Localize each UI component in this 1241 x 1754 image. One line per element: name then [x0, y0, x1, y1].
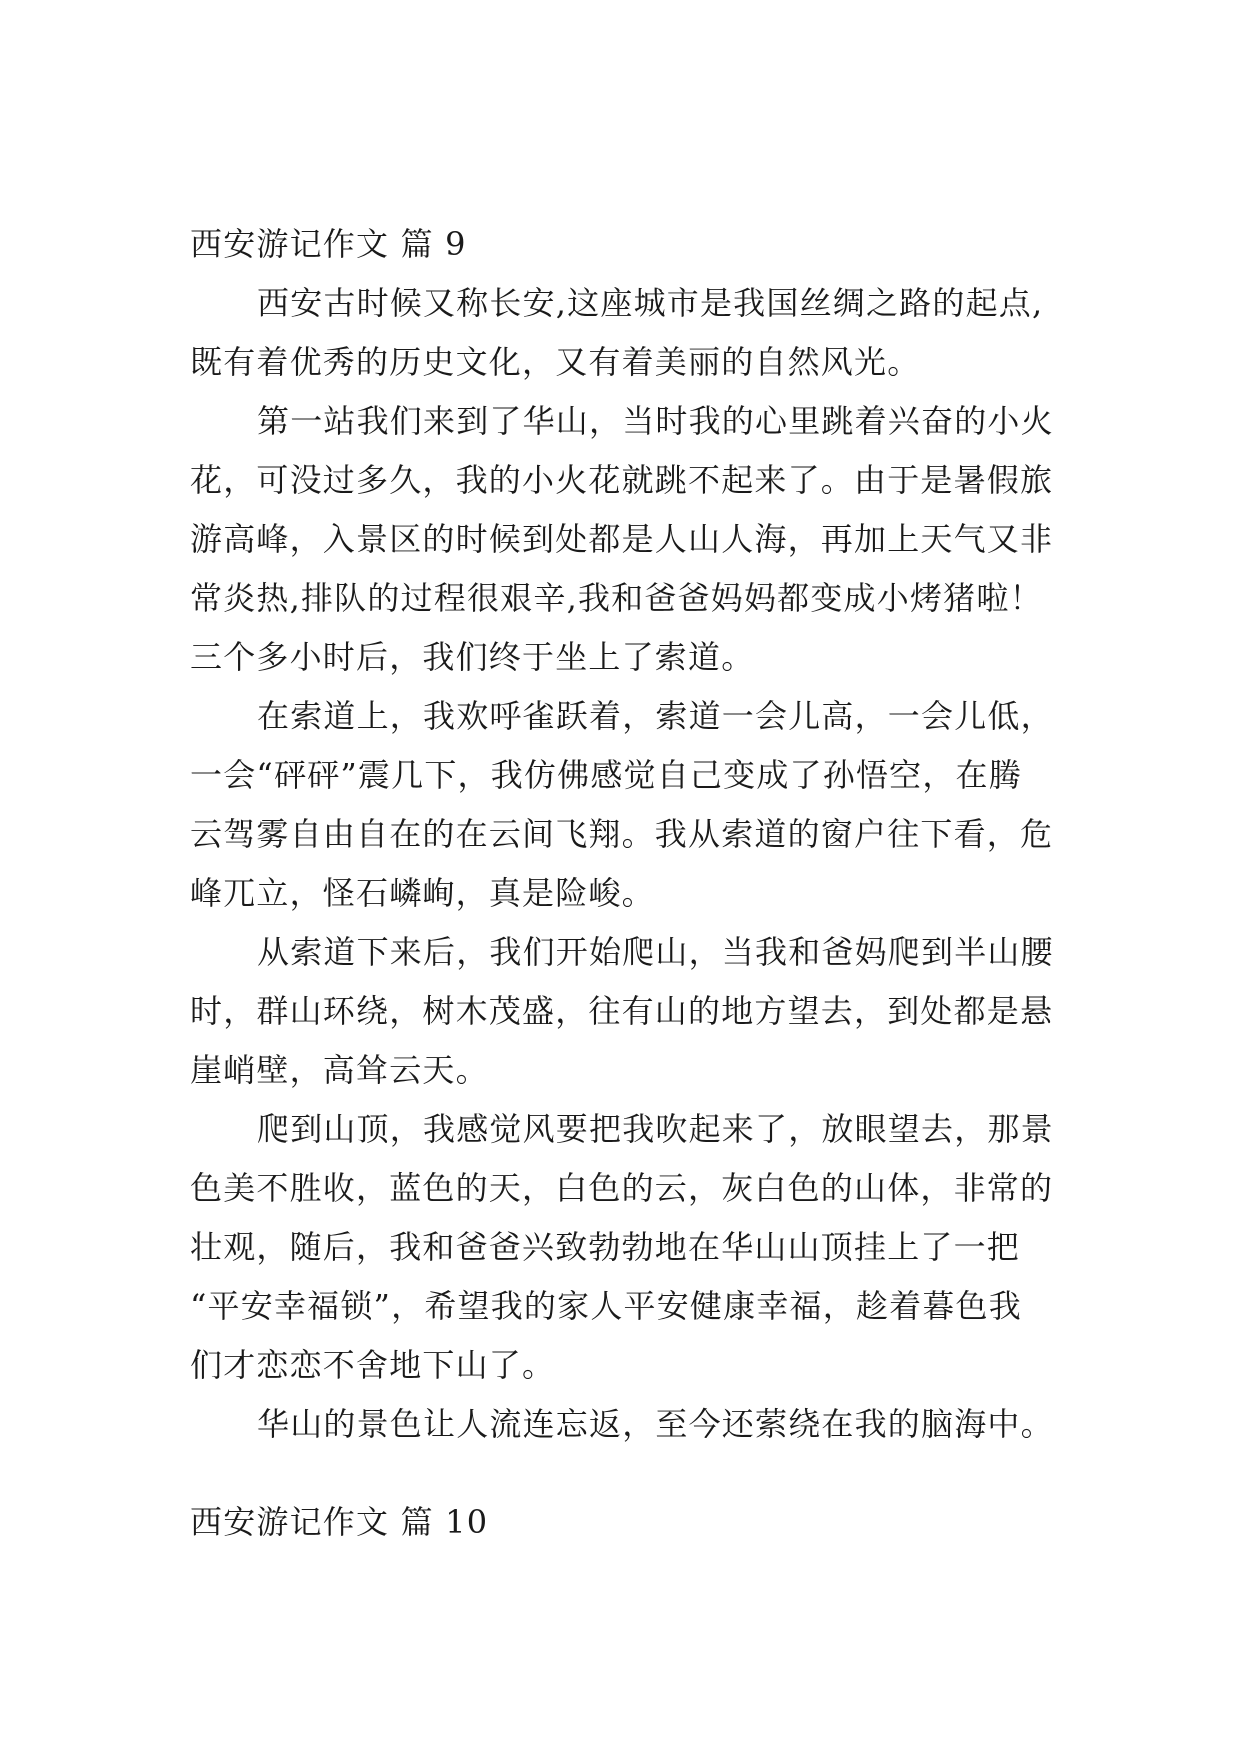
section-heading-9: 西安游记作文 篇 9: [190, 225, 467, 263]
paragraph-line: 三个多小时后，我们终于坐上了索道。: [190, 638, 755, 676]
paragraph-line: 既有着优秀的历史文化，又有着美丽的自然风光。: [190, 343, 921, 381]
paragraph-line: 一会“砰砰”震几下，我仿佛感觉自己变成了孙悟空，在腾: [190, 756, 1022, 794]
paragraph-line: 华山的景色让人流连忘返，至今还萦绕在我的脑海中。: [257, 1405, 1054, 1443]
paragraph-line: 壮观，随后，我和爸爸兴致勃勃地在华山山顶挂上了一把: [190, 1228, 1021, 1266]
paragraph-line: 西安古时候又称长安,这座城市是我国丝绸之路的起点,: [257, 284, 1044, 322]
paragraph-line: 云驾雾自由自在的在云间飞翔。我从索道的窗户往下看，危: [190, 815, 1054, 853]
paragraph-line: 峰兀立，怪石嶙峋，真是险峻。: [190, 874, 655, 912]
paragraph-line: 时，群山环绕，树木茂盛，往有山的地方望去，到处都是悬: [190, 992, 1054, 1030]
paragraph-line: 们才恋恋不舍地下山了。: [190, 1346, 556, 1384]
paragraph-line: 从索道下来后，我们开始爬山，当我和爸妈爬到半山腰: [257, 933, 1054, 971]
paragraph-line: 花，可没过多久，我的小火花就跳不起来了。由于是暑假旅: [190, 461, 1054, 499]
paragraph-line: 第一站我们来到了华山，当时我的心里跳着兴奋的小火: [257, 402, 1054, 440]
section-heading-10: 西安游记作文 篇 10: [190, 1503, 489, 1541]
paragraph-line: 崖峭壁，高耸云天。: [190, 1051, 489, 1089]
paragraph-line: “平安幸福锁”，希望我的家人平安健康幸福，趁着暮色我: [190, 1287, 1022, 1325]
paragraph-line: 色美不胜收，蓝色的天，白色的云，灰白色的山体，非常的: [190, 1169, 1054, 1207]
paragraph-line: 在索道上，我欢呼雀跃着，索道一会儿高，一会儿低，: [257, 697, 1054, 735]
paragraph-line: 常炎热,排队的过程很艰辛,我和爸爸妈妈都变成小烤猪啦！: [190, 579, 1043, 617]
paragraph-line: 爬到山顶，我感觉风要把我吹起来了，放眼望去，那景: [257, 1110, 1054, 1148]
paragraph-line: 游高峰，入景区的时候到处都是人山人海，再加上天气又非: [190, 520, 1054, 558]
